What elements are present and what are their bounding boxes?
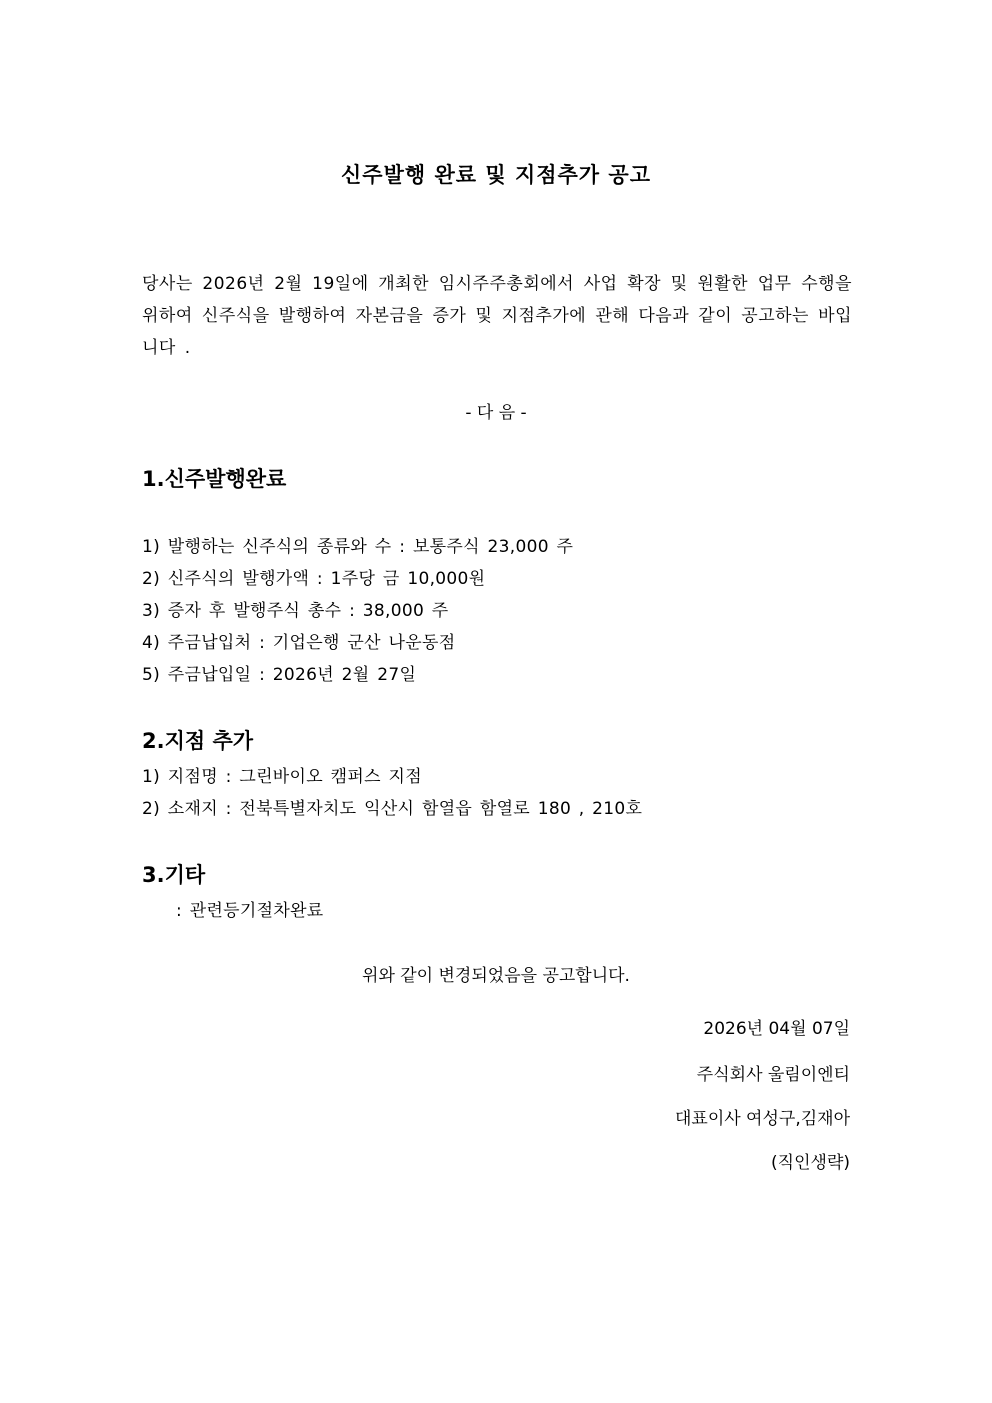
section-2-item: 1) 지점명 : 그린바이오 캠퍼스 지점 [142,767,422,787]
closing-statement: 위와 같이 변경되었음을 공고합니다. [362,966,630,986]
document-title: 신주발행 완료 및 지점추가 공고 [341,163,651,187]
seal-note: (직인생략) [771,1153,850,1173]
section-1-item: 1) 발행하는 신주식의 종류와 수 : 보통주식 23,000 주 [142,537,574,557]
section-2-item: 2) 소재지 : 전북특별자치도 익산시 함열읍 함열로 180 , 210호 [142,799,643,819]
notice-date: 2026년 04월 07일 [703,1019,850,1039]
section-2-heading: 2.지점 추가 [142,729,254,753]
section-1-item: 3) 증자 후 발행주식 총수 : 38,000 주 [142,601,449,621]
section-3-item: : 관련등기절차완료 [176,901,324,921]
section-1-heading: 1.신주발행완료 [142,467,287,491]
section-1-item: 4) 주금납입처 : 기업은행 군산 나운동점 [142,633,456,653]
company-name: 주식회사 울림이엔티 [696,1065,850,1085]
section-3-heading: 3.기타 [142,863,206,887]
divider-heading: - 다 음 - [465,403,527,423]
intro-paragraph: 당사는 2026년 2월 19일에 개최한 임시주주총회에서 사업 확장 및 원활한 업무 수행을 위하여 신주식을 발행하여 자본금을 증가 및 지점추가에 관해 다음과 같이 공고하는 바입니다 . [142,274,852,358]
representative-name: 대표이사 여성구,김재아 [674,1109,850,1129]
section-1-item: 5) 주금납입일 : 2026년 2월 27일 [142,665,417,685]
section-1-item: 2) 신주식의 발행가액 : 1주당 금 10,000원 [142,569,486,589]
